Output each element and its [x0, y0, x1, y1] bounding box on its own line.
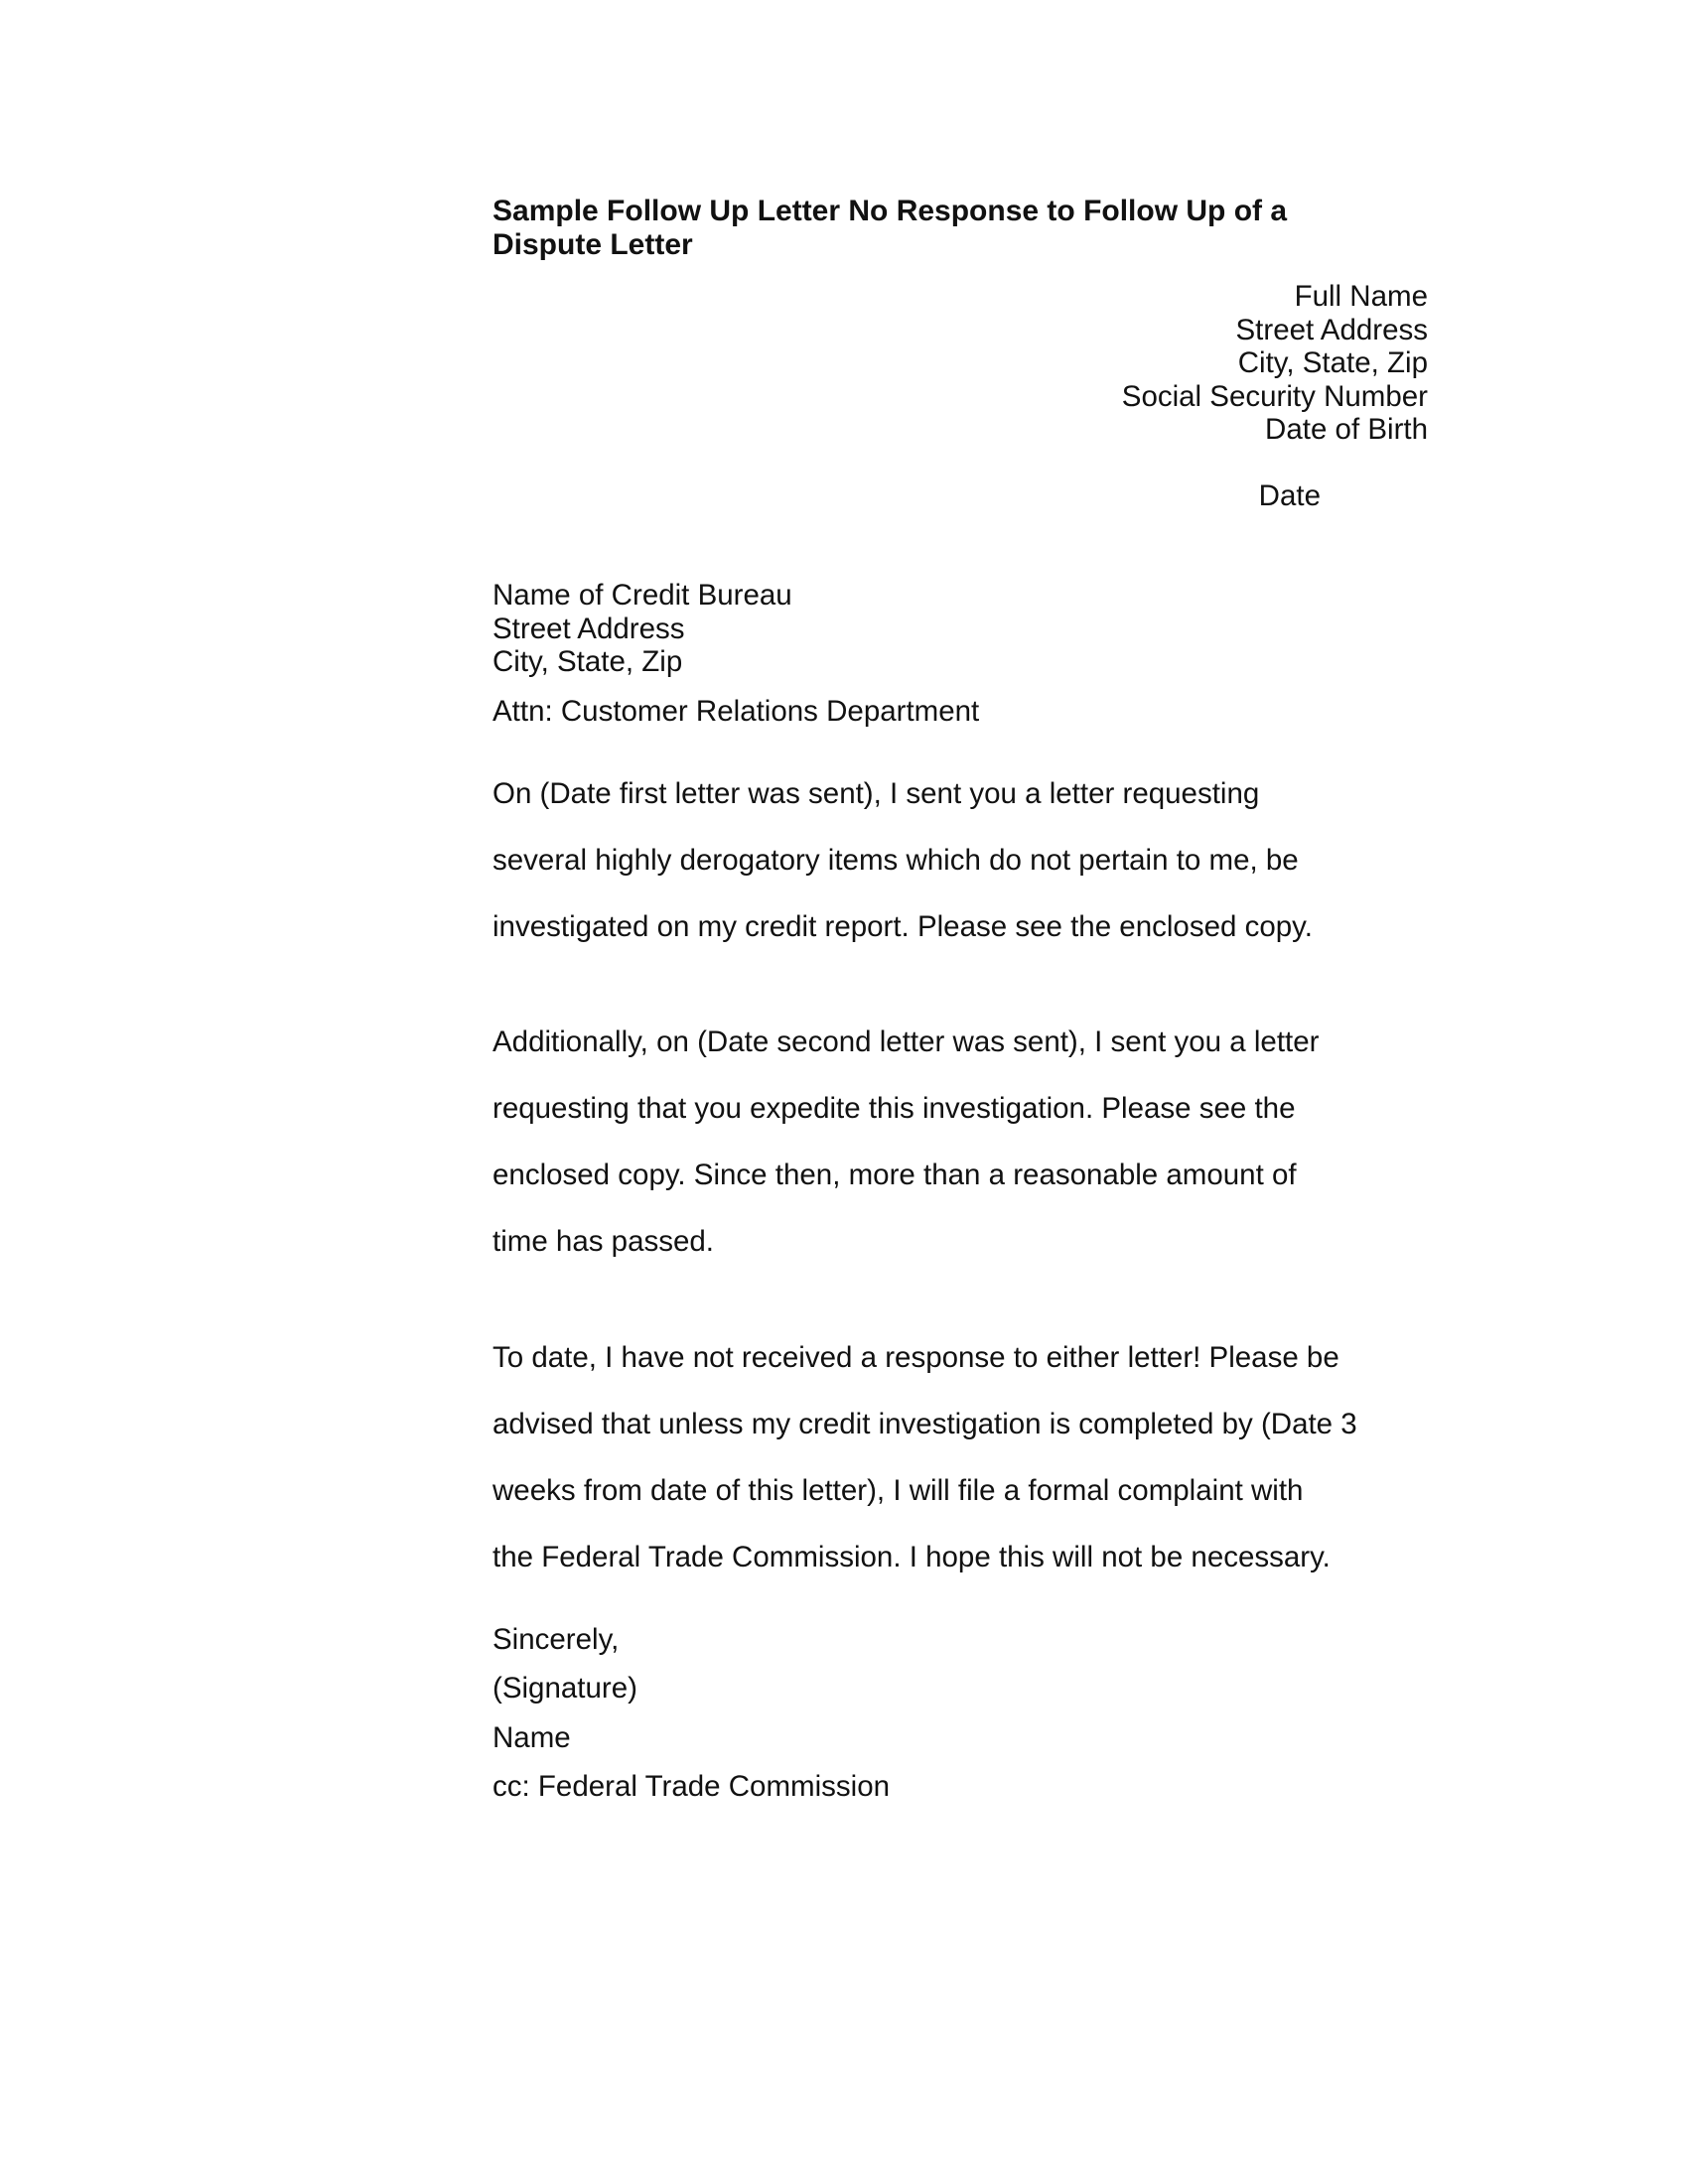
closing: Sincerely,: [492, 1622, 620, 1656]
paragraph-2-line: Additionally, on (Date second letter was sent), I sent you a letter: [492, 1025, 1320, 1058]
sender-ssn: Social Security Number: [1121, 379, 1428, 413]
paragraph-2-line: enclosed copy. Since then, more than a reasonable amount of: [492, 1159, 1297, 1191]
letter-date: Date: [1258, 478, 1321, 512]
attn-line: Attn: Customer Relations Department: [492, 694, 980, 728]
paragraph-2: [492, 993, 1436, 1293]
paragraph-1-line: On (Date first letter was sent), I sent you a letter requesting: [492, 776, 1260, 810]
paragraph-3-line: To date, I have not received a response to either letter! Please be: [492, 1340, 1339, 1374]
title-line-2: Dispute Letter: [492, 228, 693, 261]
sender-block: [492, 280, 1428, 447]
recipient-street: Street Address: [492, 612, 685, 645]
sender-dob: Date of Birth: [1265, 413, 1428, 446]
sender-full-name: Full Name: [1294, 280, 1428, 313]
cc-line: cc: Federal Trade Commission: [492, 1770, 891, 1803]
paragraph-1-line: several highly derogatory items which do not pertain to me, be: [492, 843, 1299, 877]
paragraph-3-line: the Federal Trade Commission. I hope this will not be necessary.: [492, 1540, 1331, 1573]
sender-street: Street Address: [1235, 313, 1428, 346]
letter-body: [492, 195, 1436, 1804]
paragraph-3-line: weeks from date of this letter), I will file a formal complaint with: [492, 1473, 1304, 1507]
title-line-1: Sample Follow Up Letter No Response to Follow Up of a: [492, 195, 1288, 227]
paragraph-1: [492, 744, 1436, 977]
paragraph-1-line: investigated on my credit report. Please see the enclosed copy.: [492, 909, 1313, 943]
paragraph-2-line: time has passed.: [492, 1225, 715, 1258]
recipient-city-state-zip: City, State, Zip: [492, 645, 683, 678]
paragraph-3: [492, 1307, 1436, 1607]
paragraph-3-line: advised that unless my credit investigation is completed by (Date 3: [492, 1407, 1357, 1440]
letter-title: [492, 195, 1436, 262]
signer-name: Name: [492, 1720, 571, 1754]
recipient-name: Name of Credit Bureau: [492, 579, 792, 612]
sender-city-state-zip: City, State, Zip: [1237, 346, 1428, 379]
paragraph-2-line: requesting that you expedite this investigation. Please see the: [492, 1092, 1296, 1125]
signature-placeholder: (Signature): [492, 1672, 637, 1705]
recipient-block: [492, 579, 1436, 679]
